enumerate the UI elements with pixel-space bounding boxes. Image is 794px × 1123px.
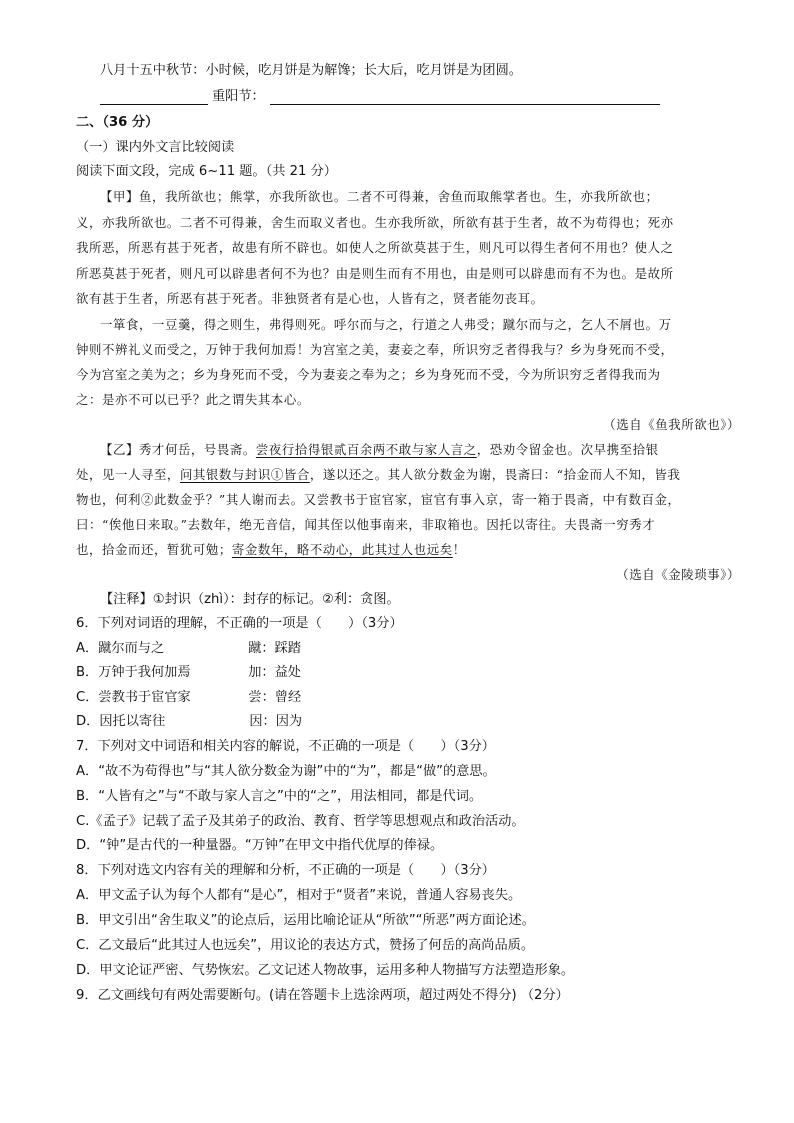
q6-option-c[interactable] <box>76 689 716 707</box>
q6-option-a[interactable] <box>76 640 716 658</box>
q7-stem: 7．下列对文中词语和相关内容的解说，不正确的一项是（ ）（3分） <box>76 739 495 754</box>
q6-stem: 6．下列对词语的理解，不正确的一项是（ ）（3分） <box>76 616 403 631</box>
underlined-sentence-1: 尝夜行拾得银贰百余两不敢与家人言之 <box>255 442 477 457</box>
yi-line-2 <box>76 466 716 484</box>
q7-option-c[interactable]: C.《孟子》记载了孟子及其弟子的政治、教育、哲学等思想观点和政治活动。 <box>76 814 525 829</box>
option-text: 万钟于我何加焉 <box>98 665 191 680</box>
annotation-note: 【注释】①封识（zhì）：封存的标记。②利：贪图。 <box>100 592 400 607</box>
yi-line-4: 曰：“俟他日来取。”去数年，绝无音信，闻其侄以他事南来，非取箱也。因托以寄往。夫畏斋一穷秀才 <box>76 517 656 532</box>
option-gloss: 因：因为 <box>249 714 303 729</box>
q7-option-a[interactable]: A．“故不为苟得也”与“其人欲分数金为谢”中的“为”，都是“做”的意思。 <box>76 764 496 779</box>
q9-stem: 9．乙文画线句有两处需要断句。(请在答题卡上选涂两项，超过两处不得分) （2分） <box>76 988 569 1003</box>
option-gloss: 加：益处 <box>248 665 301 680</box>
jia-line-8: 今为宫室之美为之；乡为身死而不受，今为妻妾之奉为之；乡为身死而不受，今为所识穷乏者得我而为 <box>76 367 661 382</box>
yi-text: ！ <box>452 542 466 557</box>
yi-text: ，恐劝令留金也。次早携至拾银 <box>476 442 659 457</box>
q8-option-d[interactable]: D．甲文论证严密、气势恢宏。乙文记述人物故事，运用多种人物描写方法塑造形象。 <box>76 963 575 978</box>
answer-blank-short[interactable] <box>100 104 208 105</box>
jia-line-3: 我所恶，所恶有甚于死者，故患有所不辟也。如使人之所欲莫甚于生，则凡可以得生者何不用也？使人之 <box>76 240 674 255</box>
jia-line-6: 一箪食，一豆羹，得之则生，弗得则死。呼尔而与之，行道之人弗受；蹴尔而与之，乞人不屑也。万 <box>100 317 672 332</box>
yi-line-1 <box>100 441 740 459</box>
option-letter: D． <box>76 714 100 729</box>
yi-line-5 <box>76 541 716 559</box>
q7-option-b[interactable]: B．“人皆有之”与“不敢与家人言之”中的“之”，用法相同，都是代词。 <box>76 789 483 804</box>
q8-option-b[interactable]: B．甲文引出“舍生取义”的论点后，运用比喻论证从“所欲”“所恶”两方面论述。 <box>76 913 535 928</box>
q7-option-d[interactable]: D．“钟”是古代的一种量器。“万钟”在甲文中指代优厚的俸禄。 <box>76 838 444 853</box>
option-letter: B． <box>76 665 99 680</box>
q8-option-c[interactable]: C．乙文最后“此其过人也远矣”，用议论的表达方式，赞扬了何岳的高尚品质。 <box>76 938 535 953</box>
chongyang-label: 重阳节： <box>212 89 265 104</box>
section-heading: 二、（36 分） <box>76 115 159 130</box>
jia-line-1: 【甲】鱼，我所欲也；熊掌，亦我所欲也。二者不可得兼，舍鱼而取熊掌者也。生，亦我所欲也； <box>100 189 659 204</box>
q8-option-a[interactable]: A．甲文孟子认为每个人都有“是心”，相对于“贤者”来说，普通人容易丧失。 <box>76 888 522 903</box>
option-gloss: 尝：曾经 <box>248 690 302 705</box>
answer-blank-long[interactable] <box>270 104 660 105</box>
jia-source: （选自《鱼我所欲也》） <box>603 417 740 432</box>
q8-stem: 8．下列对选文内容有关的理解和分析，不正确的一项是（ ）（3分） <box>76 863 495 878</box>
jia-line-5: 欲有甚于生者，所恶有甚于死者。非独贤者有是心也，人皆有之，贤者能勿丧耳。 <box>76 291 544 306</box>
q6-option-b[interactable] <box>76 664 716 682</box>
yi-line-3: 物也，何利②此数金乎？”其人谢而去。又尝教书于宦官家，宦官有事入京，寄一箱于畏斋，中有数百金， <box>76 492 681 507</box>
jia-line-4: 所恶莫甚于死者，则凡可以辟患者何不为也？由是则生而有不用也，由是则可以辟患而有不为也。是故所 <box>76 266 674 281</box>
jia-line-2: 义，亦我所欲也。二者不可得兼，舍生而取义者也。生亦我所欲，所欲有甚于生者，故不为苟得也；死亦 <box>76 215 674 230</box>
jia-line-7: 钟则不辨礼义而受之，万钟于我何加焉！为宫室之美，妻妾之奉，所识穷乏者得我与？乡为身死而不受， <box>76 342 674 357</box>
option-letter: A． <box>76 641 99 656</box>
reading-instruction: 阅读下面文段，完成 6~11 题。（共 21 分） <box>76 164 337 179</box>
option-text: 因托以寄往 <box>99 714 166 729</box>
jia-line-9: 之：是亦不可以已乎？此之谓失其本心。 <box>76 392 310 407</box>
underlined-sentence-2: 寄金数年，略不动心，此其过人也远矣 <box>231 542 453 557</box>
yi-text: 【乙】秀才何岳，号畏斋。 <box>100 442 256 457</box>
option-gloss: 蹴：踩踏 <box>248 641 301 656</box>
yi-text: ，遂以还之。其人欲分数金为谢，畏斋曰：“拾金而人不知，皆我 <box>309 467 681 482</box>
option-text: 尝教书于宦官家 <box>98 690 191 705</box>
yi-text: 处，见一人寻至， <box>76 467 180 482</box>
subsection-heading: （一）课内外文言比较阅读 <box>76 140 235 155</box>
yi-source: （选自《金陵琐事》） <box>616 567 740 582</box>
zhongqiu-line: 八月十五中秋节：小时候，吃月饼是为解馋；长大后，吃月饼是为团圆。 <box>100 63 522 78</box>
q6-option-d[interactable] <box>76 713 716 731</box>
underlined-phrase: 问其银数与封识①皆合 <box>179 467 310 482</box>
yi-text: 也，拾金而还，暂犹可勉； <box>76 542 232 557</box>
option-text: 蹴尔而与之 <box>98 641 165 656</box>
option-letter: C． <box>76 690 99 705</box>
